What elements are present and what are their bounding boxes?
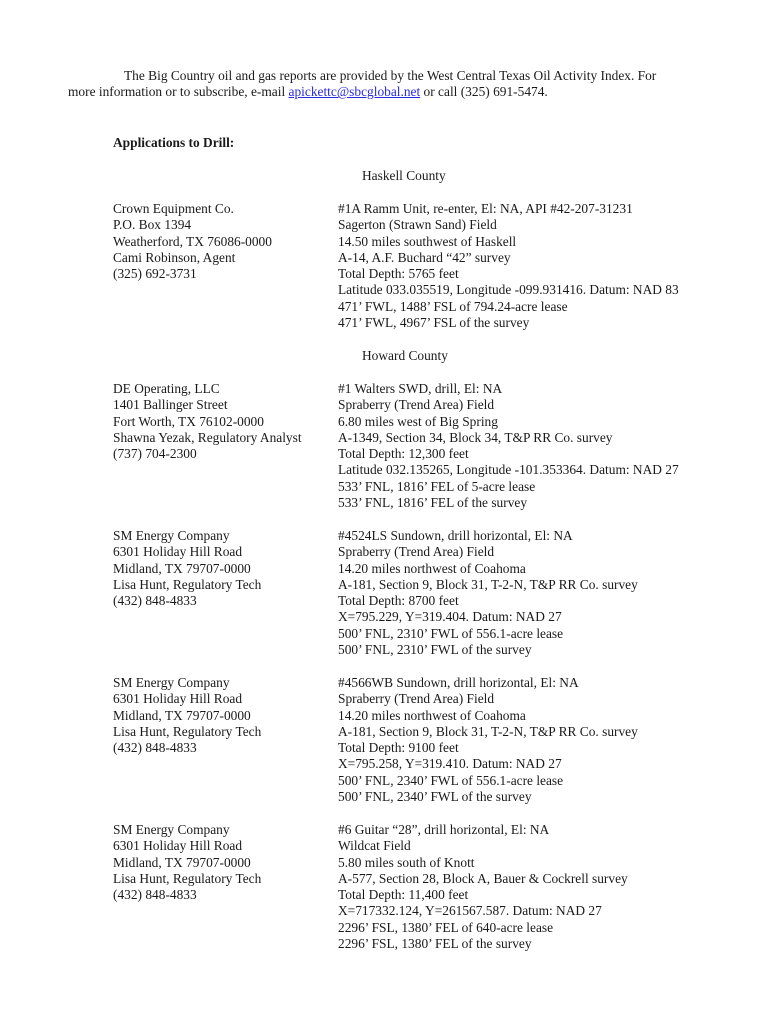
operator-city: Midland, TX 79707-0000 [113,707,251,723]
operator-phone: (325) 692-3731 [113,266,197,282]
operator-city: Weatherford, TX 76086-0000 [113,233,272,249]
well-block [338,822,738,952]
operator-name: SM Energy Company [113,528,230,543]
well-depth: Total Depth: 8700 feet [338,593,459,609]
well-location: 6.80 miles west of Big Spring [338,413,498,429]
operator-block [113,675,333,756]
well-survey: A-577, Section 28, Block A, Bauer & Cockrell survey [338,870,628,886]
well-field: Spraberry (Trend Area) Field [338,691,495,707]
operator-phone: (432) 848-4833 [113,593,197,609]
well-survey-offset: 500’ FNL, 2340’ FWL of the survey [338,789,532,805]
county-heading: Haskell County [362,168,446,183]
well-block [338,528,738,658]
well-survey-offset: 471’ FWL, 4967’ FSL of the survey [338,315,530,331]
well-name: #4524LS Sundown, drill horizontal, El: NA [338,528,573,543]
well-coordinates: X=795.229, Y=319.404. Datum: NAD 27 [338,609,562,625]
well-depth: Total Depth: 9100 feet [338,740,459,756]
operator-address: P.O. Box 1394 [113,217,192,233]
well-block [338,675,738,805]
well-survey: A-14, A.F. Buchard “42” survey [338,249,511,265]
email-link[interactable]: apickettc@sbcglobal.net [288,84,421,100]
well-survey-offset: 533’ FNL, 1816’ FEL of the survey [338,495,528,511]
operator-name: SM Energy Company [113,675,230,690]
operator-address: 6301 Holiday Hill Road [113,544,243,560]
operator-phone: (432) 848-4833 [113,740,197,756]
well-name: #1 Walters SWD, drill, El: NA [338,381,503,396]
well-name: #1A Ramm Unit, re-enter, El: NA, API #42-207-31231 [338,201,633,216]
well-lease-offset: 471’ FWL, 1488’ FSL of 794.24-acre lease [338,298,568,314]
well-coordinates: Latitude 033.035519, Longitude -099.931416. Datum: NAD 83 [338,282,679,298]
operator-name: Crown Equipment Co. [113,201,234,216]
well-field: Wildcat Field [338,838,411,854]
well-lease-offset: 533’ FNL, 1816’ FEL of 5-acre lease [338,478,536,494]
well-coordinates: X=795.258, Y=319.410. Datum: NAD 27 [338,756,562,772]
operator-address: 1401 Ballinger Street [113,397,228,413]
well-name: #6 Guitar “28”, drill horizontal, El: NA [338,822,550,837]
operator-name: SM Energy Company [113,822,230,837]
operator-address: 6301 Holiday Hill Road [113,838,243,854]
well-coordinates: X=717332.124, Y=261567.587. Datum: NAD 27 [338,903,602,919]
operator-city: Fort Worth, TX 76102-0000 [113,413,264,429]
well-survey: A-181, Section 9, Block 31, T-2-N, T&P RR Co. survey [338,576,638,592]
intro-paragraph [68,68,708,101]
operator-contact: Lisa Hunt, Regulatory Tech [113,723,262,739]
well-block [338,201,738,331]
operator-block [113,822,333,903]
operator-name: DE Operating, LLC [113,381,220,396]
well-block [338,381,738,511]
well-location: 14.20 miles northwest of Coahoma [338,707,526,723]
well-depth: Total Depth: 12,300 feet [338,446,469,462]
well-survey: A-181, Section 9, Block 31, T-2-N, T&P RR Co. survey [338,723,638,739]
county-heading: Howard County [362,348,448,363]
well-field: Spraberry (Trend Area) Field [338,397,495,413]
operator-city: Midland, TX 79707-0000 [113,854,251,870]
operator-block [113,381,333,462]
operator-block [113,528,333,609]
well-survey-offset: 500’ FNL, 2310’ FWL of the survey [338,642,532,658]
well-field: Spraberry (Trend Area) Field [338,544,495,560]
operator-phone: (432) 848-4833 [113,887,197,903]
operator-contact: Cami Robinson, Agent [113,249,236,265]
well-lease-offset: 500’ FNL, 2310’ FWL of 556.1-acre lease [338,625,564,641]
operator-address: 6301 Holiday Hill Road [113,691,243,707]
well-survey-offset: 2296’ FSL, 1380’ FEL of the survey [338,936,532,952]
well-location: 14.50 miles southwest of Haskell [338,233,517,249]
well-depth: Total Depth: 11,400 feet [338,887,469,903]
well-survey: A-1349, Section 34, Block 34, T&P RR Co. survey [338,429,613,445]
intro-text: more information or to subscribe, e-mail [68,84,289,100]
well-depth: Total Depth: 5765 feet [338,266,459,282]
well-name: #4566WB Sundown, drill horizontal, El: NA [338,675,579,690]
operator-phone: (737) 704-2300 [113,446,197,462]
section-heading: Applications to Drill: [113,135,235,150]
operator-contact: Lisa Hunt, Regulatory Tech [113,870,262,886]
operator-city: Midland, TX 79707-0000 [113,560,251,576]
intro-phone-text: or call (325) 691-5474. [420,84,548,100]
well-location: 5.80 miles south of Knott [338,854,475,870]
well-location: 14.20 miles northwest of Coahoma [338,560,526,576]
well-field: Sagerton (Strawn Sand) Field [338,217,497,233]
intro-line-1: The Big Country oil and gas reports are provided by the West Central Texas Oil Activity Index. For [124,68,657,83]
operator-contact: Lisa Hunt, Regulatory Tech [113,576,262,592]
intro-line-2 [68,84,708,100]
well-coordinates: Latitude 032.135265, Longitude -101.353364. Datum: NAD 27 [338,462,679,478]
operator-block [113,201,333,282]
well-lease-offset: 500’ FNL, 2340’ FWL of 556.1-acre lease [338,772,564,788]
operator-contact: Shawna Yezak, Regulatory Analyst [113,429,302,445]
well-lease-offset: 2296’ FSL, 1380’ FEL of 640-acre lease [338,919,554,935]
